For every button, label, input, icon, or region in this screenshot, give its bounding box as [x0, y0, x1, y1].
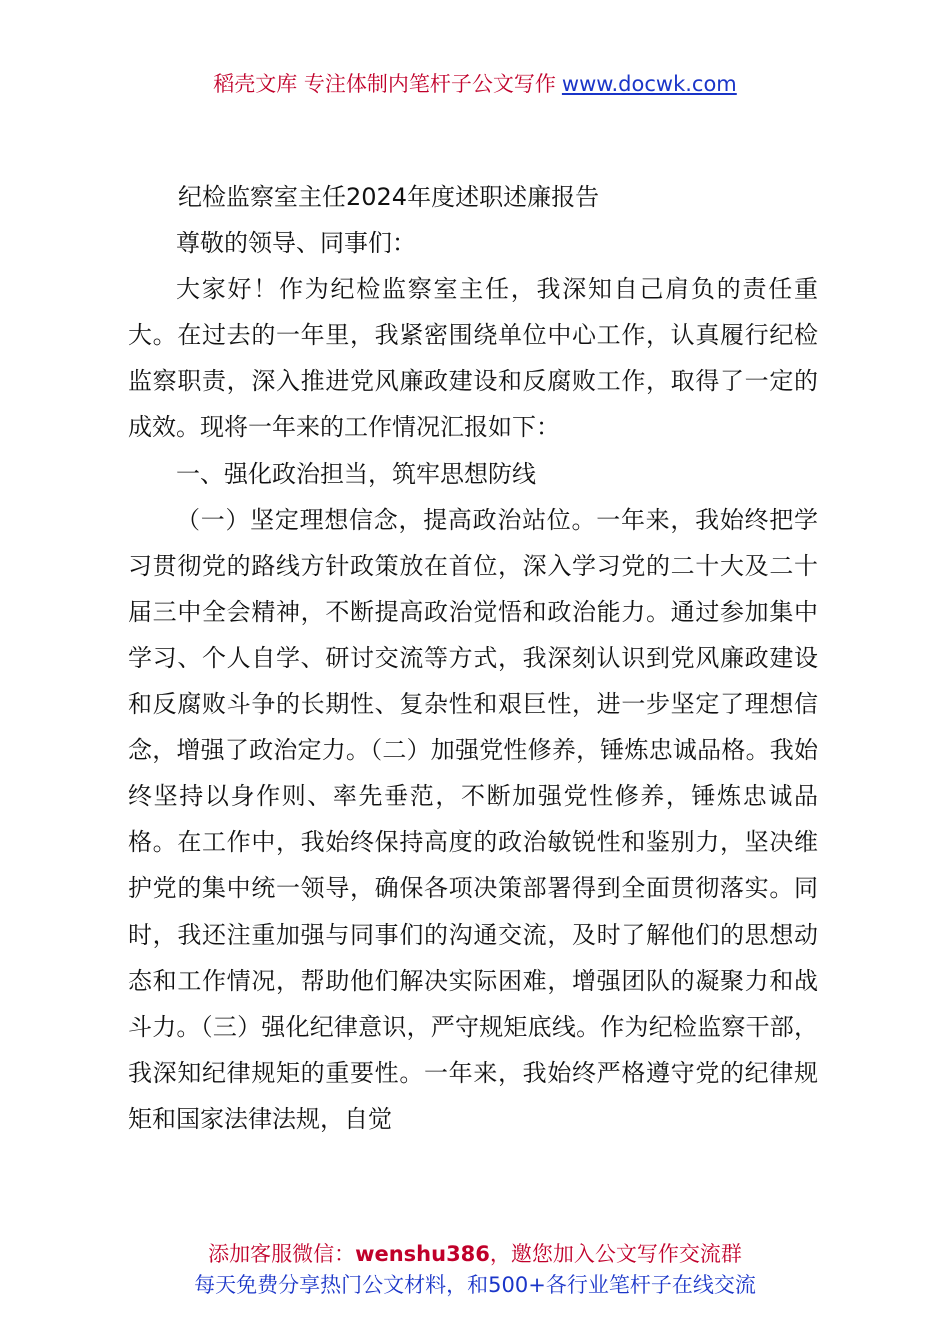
footer-contact-line [0, 1239, 950, 1270]
section-heading-1: 一、强化政治担当，筑牢思想防线 [176, 459, 536, 488]
footer-promo-line: 每天免费分享热门公文材料，和500+各行业笔杆子在线交流 [194, 1273, 756, 1297]
footer-wechat-id[interactable]: wenshu386 [355, 1242, 490, 1266]
intro-paragraph: 大家好！作为纪检监察室主任，我深知自己肩负的责任重大。在过去的一年里，我紧密围绕单位中心工作，认真履行纪检监察职责，深入推进党风廉政建设和反腐败工作，取得了一定的成效。现将一年来的工作情况汇报如下： [128, 275, 818, 442]
footer-contact-suffix: ，邀您加入公文写作交流群 [489, 1242, 742, 1266]
header-brand-text: 稻壳文库 专注体制内笔杆子公文写作 [213, 72, 556, 96]
salutation-paragraph: 尊敬的领导、同事们： [176, 229, 416, 258]
page-header [0, 68, 950, 100]
document-body [128, 174, 818, 1142]
footer-contact-prefix: 添加客服微信： [208, 1242, 356, 1266]
document-title: 纪检监察室主任2024年度述职述廉报告 [178, 183, 600, 211]
header-website-link[interactable]: www.docwk.com [561, 72, 737, 96]
page-footer [0, 1239, 950, 1301]
section-1-paragraph: （一）坚定理想信念，提高政治站位。一年来，我始终把学习贯彻党的路线方针政策放在首位，深入学习党的二十大及二十届三中全会精神，不断提高政治觉悟和政治能力。通过参加集中学习、个人自学、研讨交流等方式，我深刻认识到党风廉政建设和反腐败斗争的长期性、复杂性和艰巨性，进一步坚定了理想信念，增强了政治定力。（二）加强党性修养，锤炼忠诚品格。我始终坚持以身作则、率先垂范，不断加强党性修养，锤炼忠诚品格。在工作中，我始终保持高度的政治敏锐性和鉴别力，坚决维护党的集中统一领导，确保各项决策部署得到全面贯彻落实。同时，我还注重加强与同事们的沟通交流，及时了解他们的思想动态和工作情况，帮助他们解决实际困难，增强团队的凝聚力和战斗力。（三）强化纪律意识，严守规矩底线。作为纪检监察干部，我深知纪律规矩的重要性。一年来，我始终严格遵守党的纪律规矩和国家法律法规，自觉 [128, 505, 818, 1133]
